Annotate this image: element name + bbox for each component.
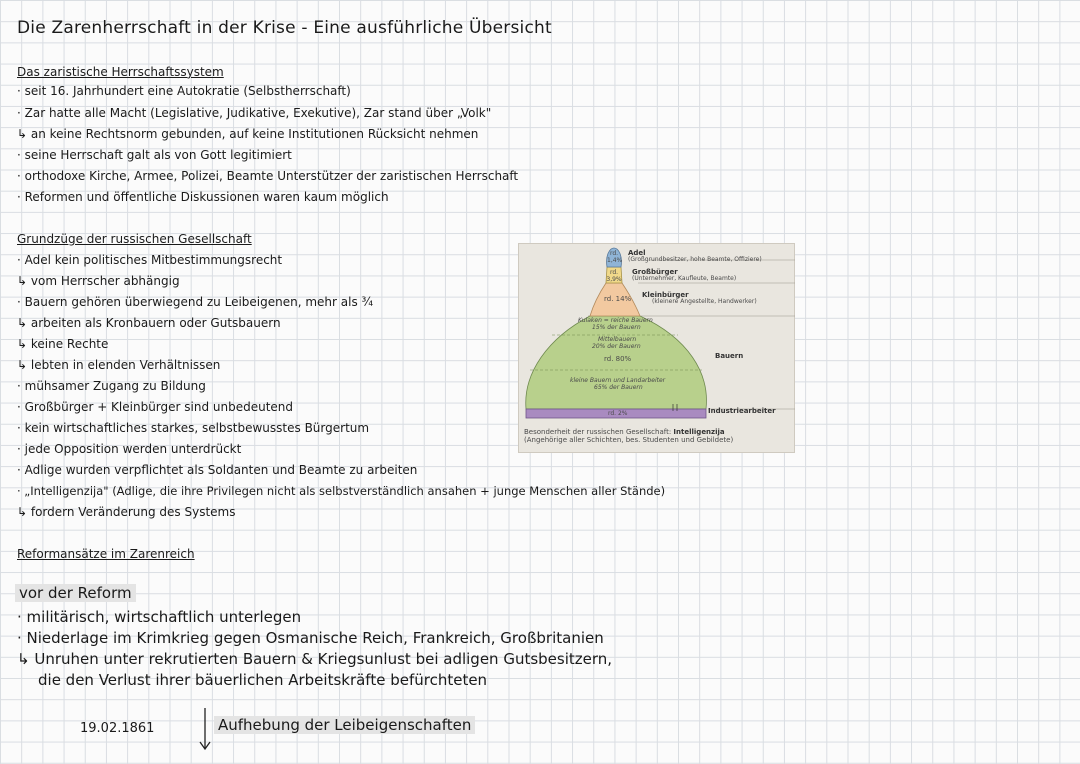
list-item: · Zar hatte alle Macht (Legislative, Judikative, Exekutive), Zar stand über „Volk" — [17, 106, 492, 120]
peasant-group-share: 65% der Bauern — [594, 384, 643, 391]
section-heading-reformansaetze: Reformansätze im Zarenreich — [17, 547, 195, 561]
layer-pct-industriearbeiter: rd. 2% — [608, 410, 628, 417]
list-item: ↳ fordern Veränderung des Systems — [17, 505, 236, 519]
peasant-group-name: Mittelbauern — [598, 336, 637, 343]
diagram-caption-sub: (Angehörige aller Schichten, bes. Studenten und Gebildete) — [524, 436, 734, 444]
arrow-down-icon — [197, 706, 213, 752]
diagram-caption: Besonderheit der russischen Gesellschaft: Intelligenzija — [524, 428, 725, 436]
subheading-vor-der-reform: vor der Reform — [15, 584, 136, 602]
list-item: · jede Opposition werden unterdrückt — [17, 442, 242, 456]
layer-name-industriearbeiter: Industriearbeiter — [708, 407, 776, 415]
peasant-group-name: kleine Bauern und Landarbeiter — [570, 377, 666, 384]
list-item: · Reformen und öffentliche Diskussionen waren kaum möglich — [17, 190, 389, 204]
list-item: · militärisch, wirtschaftlich unterlegen — [17, 608, 302, 626]
section-heading-gesellschaft: Grundzüge der russischen Gesellschaft — [17, 232, 252, 246]
reform-event: Aufhebung der Leibeigenschaften — [214, 716, 475, 734]
list-item: die den Verlust ihrer bäuerlichen Arbeitskräfte befürchteten — [38, 671, 488, 689]
layer-desc-kleinbuerger: (kleinere Angestellte, Handwerker) — [652, 298, 757, 305]
list-item: ↳ an keine Rechtsnorm gebunden, auf keine Institutionen Rücksicht nehmen — [17, 127, 479, 141]
list-item: · kein wirtschaftliches starkes, selbstbewusstes Bürgertum — [17, 421, 370, 435]
page-title: Die Zarenherrschaft in der Krise - Eine ausführliche Übersicht — [17, 18, 552, 38]
list-item: · Adlige wurden verpflichtet als Soldanten und Beamte zu arbeiten — [17, 463, 418, 477]
layer-name-bauern: Bauern — [715, 352, 744, 360]
list-item: · Großbürger + Kleinbürger sind unbedeutend — [17, 400, 294, 414]
list-item: ↳ lebten in elenden Verhältnissen — [17, 358, 221, 372]
peasant-group-name: Kulaken = reiche Bauern — [578, 317, 653, 324]
list-item: ↳ arbeiten als Kronbauern oder Gutsbauern — [17, 316, 281, 330]
layer-name-kleinbuerger: Kleinbürger — [642, 291, 689, 299]
layer-name-adel: Adel — [628, 249, 646, 257]
layer-pct-bauern: rd. 80% — [604, 355, 632, 363]
layer-pct-kleinbuerger: rd. 14% — [604, 295, 632, 303]
list-item: · seine Herrschaft galt als von Gott legitimiert — [17, 148, 292, 162]
layer-pct-adel: rd. 1,4% — [607, 250, 623, 264]
layer-desc-grossbuerger: (Unternehmer, Kaufleute, Beamte) — [632, 275, 737, 282]
list-item: · Bauern gehören überwiegend zu Leibeigenen, mehr als ¾ — [17, 295, 374, 309]
society-pyramid-figure — [518, 243, 795, 453]
list-item: · mühsamer Zugang zu Bildung — [17, 379, 206, 393]
layer-pct-grossbuerger: rd. 3,9% — [606, 269, 622, 283]
list-item: ↳ Unruhen unter rekrutierten Bauern & Kriegsunlust bei adligen Gutsbesitzern, — [17, 650, 613, 668]
peasant-group-share: 20% der Bauern — [592, 343, 641, 350]
reform-date: 19.02.1861 — [80, 721, 155, 736]
section-heading-herrschaftssystem: Das zaristische Herrschaftssystem — [17, 65, 224, 79]
layer-name-grossbuerger: Großbürger — [632, 268, 678, 276]
list-item: ↳ vom Herrscher abhängig — [17, 274, 180, 288]
list-item: · Niederlage im Krimkrieg gegen Osmanische Reich, Frankreich, Großbritanien — [17, 629, 604, 647]
peasant-group-share: 15% der Bauern — [592, 324, 641, 331]
list-item: · Adel kein politisches Mitbestimmungsrecht — [17, 253, 283, 267]
list-item: · seit 16. Jahrhundert eine Autokratie (Selbstherrschaft) — [17, 84, 351, 98]
list-item: · orthodoxe Kirche, Armee, Polizei, Beamte Unterstützer der zaristischen Herrschaft — [17, 169, 519, 183]
layer-desc-adel: (Großgrundbesitzer, hohe Beamte, Offiziere) — [628, 256, 762, 263]
list-item: · „Intelligenzija" (Adlige, die ihre Privilegen nicht als selbstverständlich ansahen + junge Menschen aller Stände) — [17, 484, 666, 498]
list-item: ↳ keine Rechte — [17, 337, 109, 351]
